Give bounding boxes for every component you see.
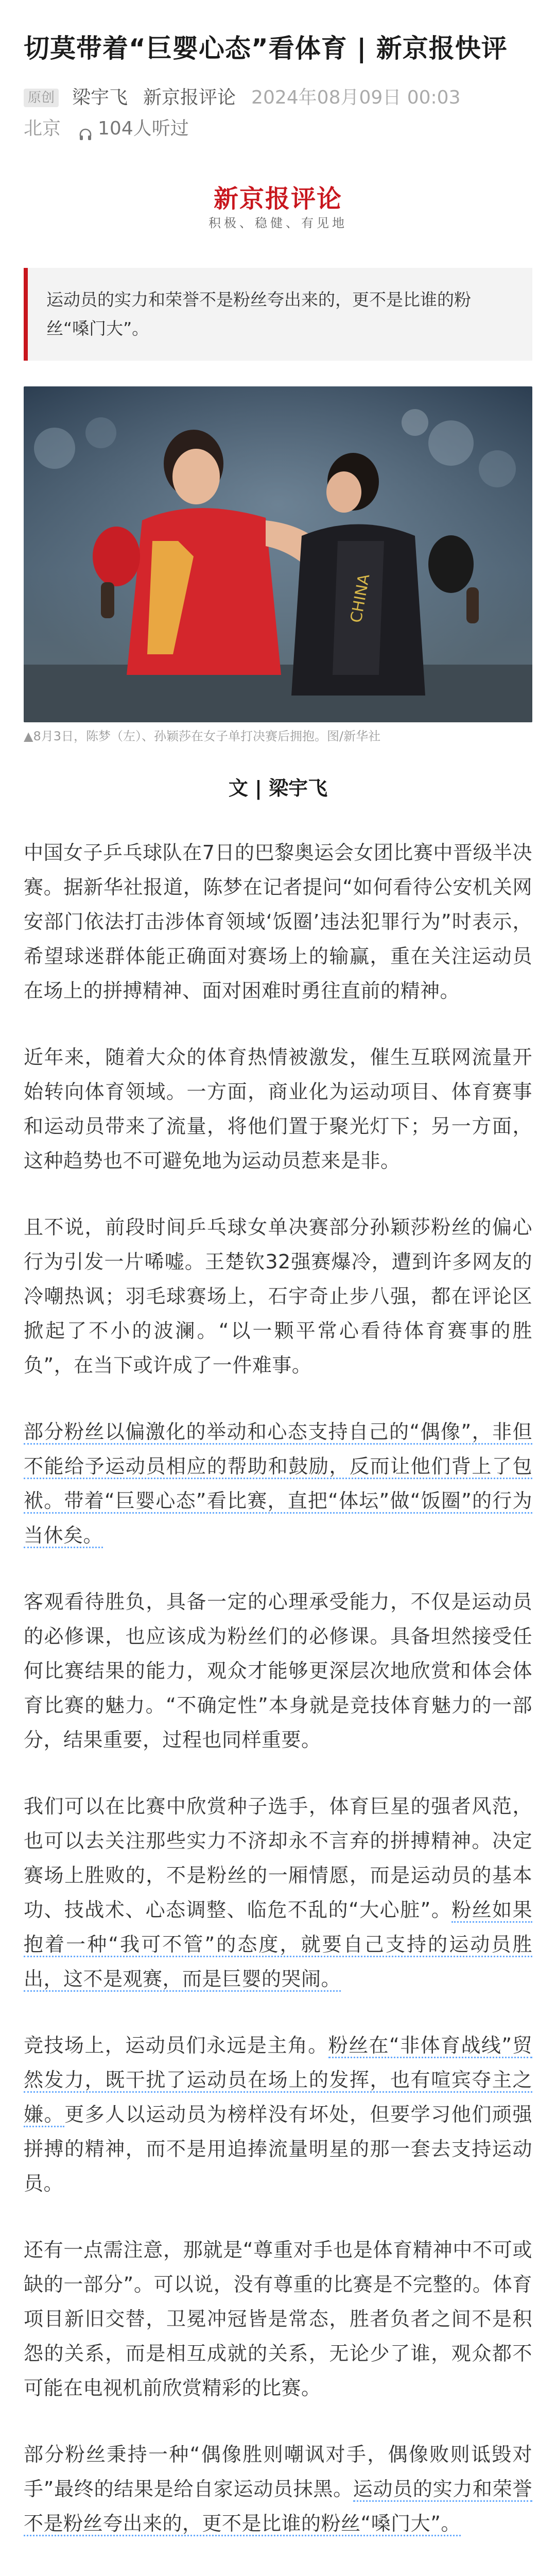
logo-name: 新京报评论 <box>213 184 342 213</box>
publish-time: 2024年08月09日 00:03 <box>251 87 461 108</box>
photo-illustration <box>24 386 532 722</box>
article-paragraph <box>24 1415 532 1553</box>
article-body <box>24 836 532 2576</box>
paragraph-text: 还有一点需注意，那就是“尊重对手也是体育精神中不可或缺的一部分”。可以说，没有尊重的比赛是不完整的。体育项目新旧交替，卫冕冲冠皆是常态，胜者负者之间不是积怨的关系，而是相互成就的关系，无论少了谁，观众都不可能在电视机前欣赏精彩的比赛。 <box>24 2239 532 2399</box>
location: 北京 <box>24 118 61 139</box>
article-paragraph <box>24 1210 532 1383</box>
article-paragraph <box>24 2028 532 2201</box>
paragraph-text: 中国女子乒乓球队在7日的巴黎奥运会女团比赛中晋级半决赛。据新华社报道，陈梦在记者提问“如何看待公安机关网安部门依法打击涉体育领域‘饭圈’违法犯罪行为”时表示，希望球迷群体能正确面对赛场上的输赢，重在关注运动员在场上的拼搏精神、面对困难时勇往直前的精神。 <box>24 841 532 1002</box>
highlighted-text: 运动员的实力和荣誉不是粉丝夸出来的，更不是比谁的粉丝“嗓门大”。 <box>24 2478 532 2536</box>
svg-text:CHINA: CHINA <box>347 572 374 624</box>
original-tag: 原创 <box>24 89 59 107</box>
byline: 文 | 梁宇飞 <box>228 777 328 800</box>
highlighted-text: 部分粉丝以偏激化的举动和心态支持自己的“偶像”，非但不能给予运动员相应的帮助和鼓励，反而让他们背上了包袱。带着“巨婴心态”看比赛，直把“体坛”做“饭圈”的行为当休矣。 <box>24 1420 532 1548</box>
author-name[interactable]: 梁宇飞 <box>72 87 128 108</box>
paragraph-text: 近年来，随着大众的体育热情被激发，催生互联网流量开始转向体育领域。一方面，商业化为运动项目、体育赛事和运动员带来了流量，将他们置于聚光灯下；另一方面，这种趋势也不可避免地为运动员惹来是非。 <box>24 1046 532 1172</box>
headphone-icon[interactable] <box>78 122 93 136</box>
brand-logo <box>24 184 532 232</box>
paragraph-text: 更多人以运动员为榜样没有坏处，但要学习他们顽强拼搏的精神，而不是用追捧流量明星的那一套去支持运动员。 <box>24 2103 532 2195</box>
paragraph-text: 且不说，前段时间乒乓球女单决赛部分孙颖莎粉丝的偏心行为引发一片唏嘘。王楚钦32强赛爆冷，遭到许多网友的冷嘲热讽；羽毛球赛场上，石宇奇止步八强，都在评论区掀起了不小的波澜。“以一颗平常心看待体育赛事的胜负”，在当下或许成了一件难事。 <box>24 1216 532 1377</box>
pull-quote: 运动员的实力和荣誉不是粉丝夸出来的，更不是比谁的粉丝“嗓门大”。 <box>24 268 532 361</box>
paragraph-text: 我们可以在比赛中欣赏种子选手，体育巨星的强者风范，也可以去关注那些实力不济却永不言弃的拼搏精神。决定赛场上胜败的，不是粉丝的一厢情愿，而是运动员的基本功、技战术、心态调整、临危不乱的“大心脏”。 <box>24 1795 532 1921</box>
paragraph-text: 竞技场上，运动员们永远是主角。 <box>24 2034 328 2057</box>
paragraph-text: 客观看待胜负，具备一定的心理承受能力，不仅是运动员的必修课，也应该成为粉丝们的必修课。具备坦然接受任何比赛结果的能力，观众才能够更深层次地欣赏和体会体育比赛的魅力。“不确定性”本身就是竞技体育魅力的一部分，结果重要，过程也同样重要。 <box>24 1590 532 1751</box>
photo-caption: ▲8月3日，陈梦（左）、孙颖莎在女子单打决赛后拥抱。图/新华社 <box>24 729 381 743</box>
article-meta <box>24 83 532 143</box>
highlighted-text: 粉丝在“非体育战线”贸然发力，既干扰了运动员在场上的发挥，也有喧宾夺主之嫌。 <box>24 2034 532 2127</box>
listen-count[interactable]: 104人听过 <box>98 118 189 139</box>
article-paragraph <box>24 836 532 1008</box>
article-photo[interactable] <box>24 386 532 722</box>
article-paragraph <box>24 2573 532 2576</box>
article-paragraph <box>24 1789 532 1996</box>
paragraph-text: 部分粉丝秉持一种“偶像胜则嘲讽对手，偶像败则诋毁对手”最终的结果是给自家运动员抹黑。 <box>24 2443 532 2500</box>
article-paragraph <box>24 2233 532 2405</box>
source-account-link[interactable]: 新京报评论 <box>143 87 236 108</box>
article-paragraph <box>24 2437 532 2541</box>
article-paragraph <box>24 1040 532 1178</box>
article-paragraph <box>24 1585 532 1757</box>
logo-slogan: 积极、稳健、有见地 <box>208 216 348 230</box>
meta-row-author <box>24 83 532 112</box>
highlighted-text: 粉丝如果抱着一种“我可不管”的态度，就要自己支持的运动员胜出，这不是观赛，而是巨婴的哭闹。 <box>24 1899 532 1992</box>
article-title: 切莫带着“巨婴心态”看体育 | 新京报快评 <box>24 33 508 63</box>
meta-row-location <box>24 114 532 143</box>
